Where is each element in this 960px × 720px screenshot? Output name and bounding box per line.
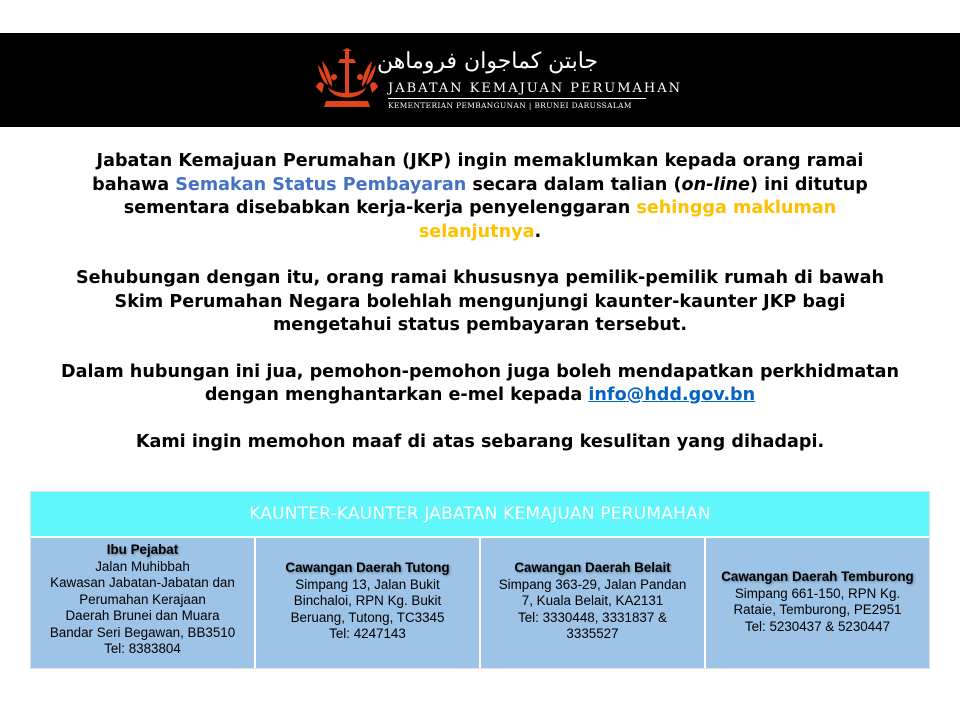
counter-tutong bbox=[256, 538, 479, 668]
counters-table bbox=[30, 491, 930, 669]
brunei-emblem-icon bbox=[312, 47, 382, 111]
counter-address: Simpang 661-150, RPN Kg. Rataie, Temburong, PE2951 Tel: 5230437 & 5230447 bbox=[733, 585, 902, 634]
email-link[interactable]: info@hdd.gov.bn bbox=[588, 385, 756, 405]
payment-status-check-text: Semakan Status Pembayaran bbox=[175, 174, 467, 195]
notice-paragraph-1: Jabatan Kemajuan Perumahan (JKP) ingin memaklumkan kepada orang ramai bahawa Semakan Status Pembayaran secara dalam talian (on-line) ini ditutup sementara disebabkan kerja-kerja penyelenggaran sehingga makluman selanjutnya. bbox=[92, 151, 868, 242]
closure-notice bbox=[60, 150, 900, 454]
notice-paragraph-4: Kami ingin memohon maaf di atas sebarang kesulitan yang dihadapi. bbox=[135, 431, 825, 452]
counter-title: Cawangan Daerah Tutong bbox=[285, 560, 450, 575]
counter-address: Jalan Muhibbah Kawasan Jabatan-Jabatan dan Perumahan Kerajaan Daerah Brunei dan Muara Bandar Seri Begawan, BB3510 Tel: 8383804 bbox=[49, 558, 236, 656]
counter-title: Cawangan Daerah Temburong bbox=[721, 569, 914, 584]
counter-temburong bbox=[706, 538, 929, 668]
counter-head-office bbox=[31, 538, 254, 668]
counter-title: Cawangan Daerah Belait bbox=[514, 560, 671, 575]
department-name: JABATAN KEMAJUAN PERUMAHAN bbox=[388, 81, 683, 96]
counters-heading: KAUNTER-KAUNTER JABATAN KEMAJUAN PERUMAHAN bbox=[31, 492, 929, 536]
counter-address: Simpang 363-29, Jalan Pandan 7, Kuala Belait, KA2131 Tel: 3330448, 3331837 & 3335527 bbox=[498, 576, 687, 641]
header-divider bbox=[388, 98, 646, 99]
header-banner bbox=[0, 33, 960, 127]
until-further-notice-text: sehingga makluman selanjutnya bbox=[418, 198, 837, 242]
ministry-name: KEMENTERIAN PEMBANGUNAN | BRUNEI DARUSSALAM bbox=[388, 101, 632, 110]
notice-paragraph-3: Dalam hubungan ini jua, pemohon-pemohon juga boleh mendapatkan perkhidmatan dengan menghantarkan e-mel kepada info@hdd.gov.bn bbox=[60, 361, 900, 405]
counter-belait bbox=[481, 538, 704, 668]
counter-address: Simpang 13, Jalan Bukit Binchaloi, RPN Kg. Bukit Beruang, Tutong, TC3345 Tel: 4247143 bbox=[290, 576, 445, 641]
jawi-department-name: جابتن كماجوان فروماهن bbox=[376, 49, 598, 74]
counter-title: Ibu Pejabat bbox=[106, 542, 179, 557]
notice-paragraph-2: Sehubungan dengan itu, orang ramai khususnya pemilik-pemilik rumah di bawah Skim Perumahan Negara bolehlah mengunjungi kaunter-kaunter JKP bagi mengetahui status pembayaran tersebut. bbox=[75, 268, 884, 335]
